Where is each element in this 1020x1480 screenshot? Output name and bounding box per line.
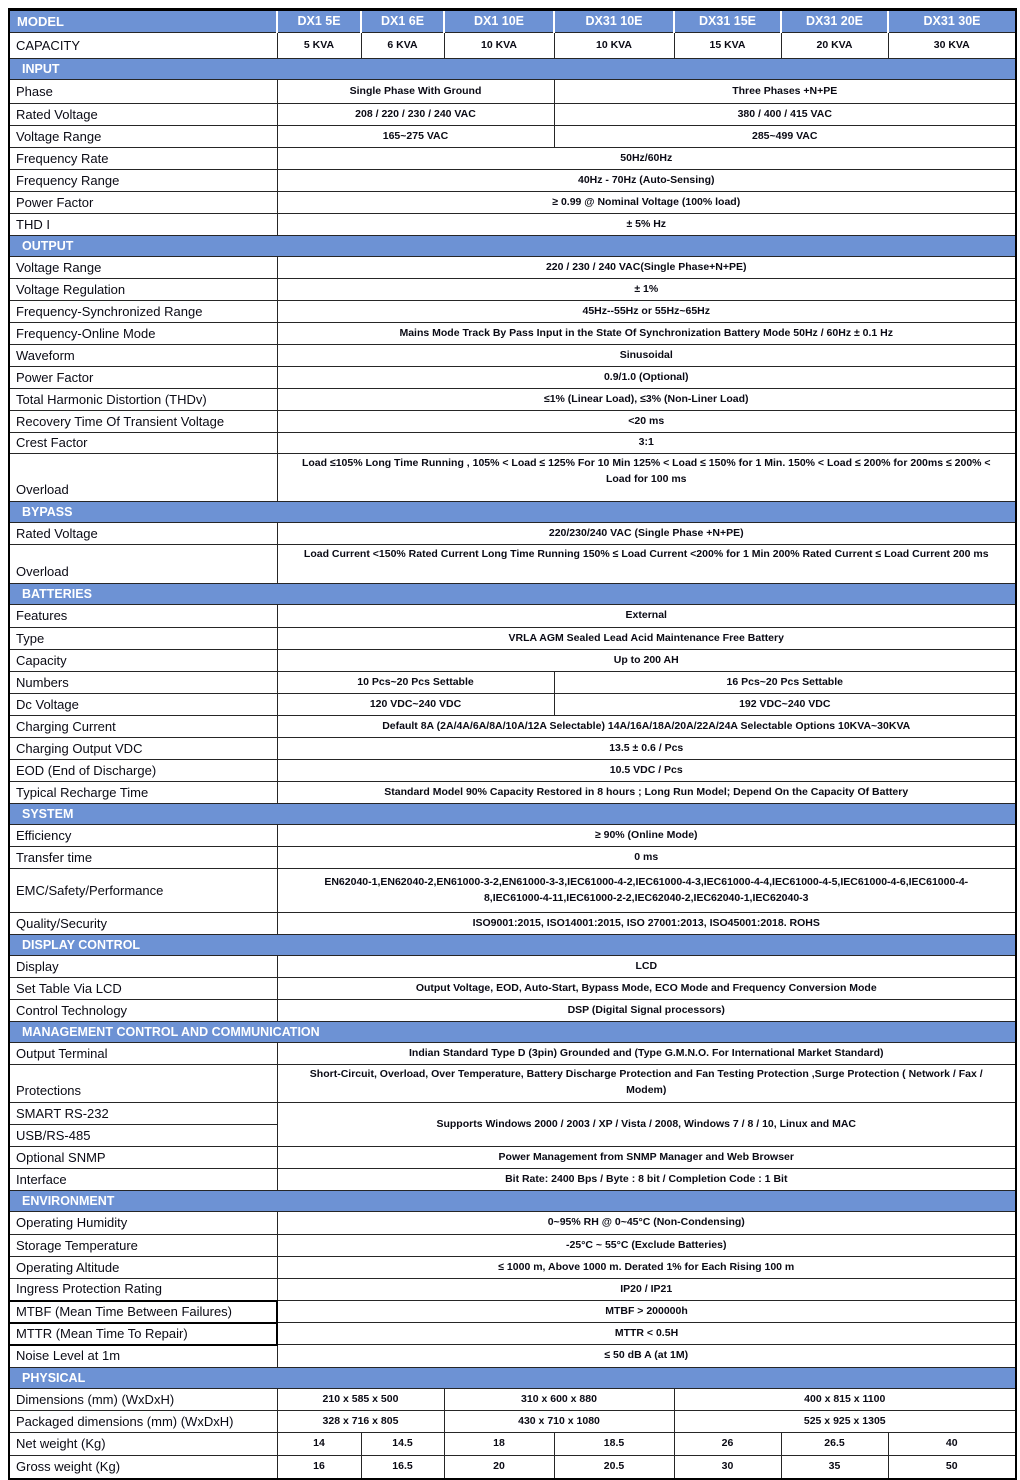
value-cell: 30 <box>674 1456 781 1479</box>
spec-row <box>9 913 1016 935</box>
value-cell: 35 <box>781 1456 888 1479</box>
value-cell: 400 x 815 x 1100 <box>674 1389 1016 1411</box>
row-label: Phase <box>9 80 277 104</box>
value-cell: 20 <box>444 1456 554 1479</box>
value-cell: 20 KVA <box>781 33 888 59</box>
value-cell: ≥ 90% (Online Mode) <box>277 825 1016 847</box>
value-cell: DSP (Digital Signal processors) <box>277 1000 1016 1022</box>
spec-row <box>9 1323 1016 1345</box>
section-row <box>9 502 1016 523</box>
value-cell: IP20 / IP21 <box>277 1279 1016 1301</box>
row-label: Storage Temperature <box>9 1235 277 1257</box>
row-label: Optional SNMP <box>9 1147 277 1169</box>
spec-row <box>9 650 1016 672</box>
spec-row <box>9 345 1016 367</box>
model-header-cell: DX31 10E <box>554 10 674 33</box>
row-label: MTTR (Mean Time To Repair) <box>9 1323 277 1345</box>
value-cell: Load Current <150% Rated Current Long Time Running 150% ≤ Load Current <200% for 1 Min 200% Rated Current ≤ Load Current 200 ms <box>277 545 1016 584</box>
section-header: ENVIRONMENT <box>9 1191 1016 1212</box>
row-label: Net weight (Kg) <box>9 1433 277 1456</box>
spec-row <box>9 1389 1016 1411</box>
row-label: MTBF (Mean Time Between Failures) <box>9 1301 277 1323</box>
value-cell: LCD <box>277 956 1016 978</box>
value-cell: 165~275 VAC <box>277 126 554 148</box>
value-cell: 20.5 <box>554 1456 674 1479</box>
value-cell: 220 / 230 / 240 VAC(Single Phase+N+PE) <box>277 257 1016 279</box>
section-row <box>9 1022 1016 1043</box>
spec-row <box>9 33 1016 59</box>
model-header-cell: DX1 5E <box>277 10 361 33</box>
value-cell: 192 VDC~240 VDC <box>554 694 1016 716</box>
row-label: CAPACITY <box>9 33 277 59</box>
value-cell: EN62040-1,EN62040-2,EN61000-3-2,EN61000-3-3,IEC61000-4-2,IEC61000-4-3,IEC61000-4-4,IEC61000-4-5,IEC61000-4-6,IEC61000-4-8,IEC61000-4-11,IEC61000-2-2,IEC62040-2,IEC62040-1,IEC62040-3 <box>277 869 1016 913</box>
spec-row <box>9 367 1016 389</box>
row-label: Dimensions (mm) (WxDxH) <box>9 1389 277 1411</box>
section-row <box>9 584 1016 605</box>
value-cell: Indian Standard Type D (3pin) Grounded and (Type G.M.N.O. For International Market Standard) <box>277 1043 1016 1065</box>
row-label: Dc Voltage <box>9 694 277 716</box>
value-cell: 40Hz - 70Hz (Auto-Sensing) <box>277 170 1016 192</box>
value-cell: 45Hz--55Hz or 55Hz~65Hz <box>277 301 1016 323</box>
spec-row <box>9 1103 1016 1125</box>
row-label: Output Terminal <box>9 1043 277 1065</box>
row-label: Charging Current <box>9 716 277 738</box>
value-cell: Three Phases +N+PE <box>554 80 1016 104</box>
section-header: BATTERIES <box>9 584 1016 605</box>
spec-row <box>9 1169 1016 1191</box>
section-header: INPUT <box>9 59 1016 80</box>
value-cell: Supports Windows 2000 / 2003 / XP / Vista / 2008, Windows 7 / 8 / 10, Linux and MAC <box>277 1103 1016 1147</box>
section-row <box>9 935 1016 956</box>
value-cell: 50Hz/60Hz <box>277 148 1016 170</box>
value-cell: 120 VDC~240 VDC <box>277 694 554 716</box>
value-cell: 5 KVA <box>277 33 361 59</box>
row-label: Typical Recharge Time <box>9 782 277 804</box>
value-cell: Short-Circuit, Overload, Over Temperature, Battery Discharge Protection and Fan Testing Protection ,Surge Protection ( Network / Fax / Modem) <box>277 1065 1016 1103</box>
value-cell: ± 5% Hz <box>277 214 1016 236</box>
value-cell: ≤ 50 dB A (at 1M) <box>277 1345 1016 1368</box>
spec-row <box>9 672 1016 694</box>
spec-row <box>9 323 1016 345</box>
row-label: Interface <box>9 1169 277 1191</box>
section-row <box>9 59 1016 80</box>
model-header-label: MODEL <box>9 10 277 33</box>
value-cell: -25°C ~ 55°C (Exclude Batteries) <box>277 1235 1016 1257</box>
value-cell: Single Phase With Ground <box>277 80 554 104</box>
value-cell: 26.5 <box>781 1433 888 1456</box>
spec-row <box>9 694 1016 716</box>
row-label: Noise Level at 1m <box>9 1345 277 1368</box>
value-cell: 10 Pcs~20 Pcs Settable <box>277 672 554 694</box>
row-label: EMC/Safety/Performance <box>9 869 277 913</box>
spec-row <box>9 782 1016 804</box>
row-label: Capacity <box>9 650 277 672</box>
section-header: BYPASS <box>9 502 1016 523</box>
value-cell: 14 <box>277 1433 361 1456</box>
value-cell: ≤1% (Linear Load), ≤3% (Non-Liner Load) <box>277 389 1016 411</box>
row-label: Frequency Range <box>9 170 277 192</box>
spec-row <box>9 126 1016 148</box>
value-cell: Power Management from SNMP Manager and Web Browser <box>277 1147 1016 1169</box>
value-cell: External <box>277 605 1016 628</box>
spec-row <box>9 545 1016 584</box>
value-cell: 220/230/240 VAC (Single Phase +N+PE) <box>277 523 1016 545</box>
spec-row <box>9 847 1016 869</box>
value-cell: 380 / 400 / 415 VAC <box>554 104 1016 126</box>
row-label: Power Factor <box>9 367 277 389</box>
value-cell: MTTR < 0.5H <box>277 1323 1016 1345</box>
section-header: SYSTEM <box>9 804 1016 825</box>
spec-row <box>9 1345 1016 1368</box>
value-cell: 0.9/1.0 (Optional) <box>277 367 1016 389</box>
spec-row <box>9 80 1016 104</box>
row-label: Features <box>9 605 277 628</box>
value-cell: 16 Pcs~20 Pcs Settable <box>554 672 1016 694</box>
model-header-row <box>9 10 1016 33</box>
section-header: PHYSICAL <box>9 1368 1016 1389</box>
row-label: Overload <box>9 454 277 502</box>
value-cell: 6 KVA <box>361 33 444 59</box>
row-label: Crest Factor <box>9 433 277 454</box>
value-cell: ISO9001:2015, ISO14001:2015, ISO 27001:2013, ISO45001:2018. ROHS <box>277 913 1016 935</box>
spec-row <box>9 389 1016 411</box>
value-cell: 15 KVA <box>674 33 781 59</box>
spec-row <box>9 628 1016 650</box>
row-label: Ingress Protection Rating <box>9 1279 277 1301</box>
value-cell: 26 <box>674 1433 781 1456</box>
value-cell: Up to 200 AH <box>277 650 1016 672</box>
row-label: Gross weight (Kg) <box>9 1456 277 1479</box>
row-label: Voltage Range <box>9 126 277 148</box>
spec-row <box>9 214 1016 236</box>
spec-row <box>9 192 1016 214</box>
spec-row <box>9 956 1016 978</box>
value-cell: 18.5 <box>554 1433 674 1456</box>
row-label: Frequency-Online Mode <box>9 323 277 345</box>
row-label: Power Factor <box>9 192 277 214</box>
value-cell: 16 <box>277 1456 361 1479</box>
value-cell: Mains Mode Track By Pass Input in the State Of Synchronization Battery Mode 50Hz / 60Hz ± 0.1 Hz <box>277 323 1016 345</box>
spec-row <box>9 978 1016 1000</box>
row-label: Rated Voltage <box>9 104 277 126</box>
value-cell: 18 <box>444 1433 554 1456</box>
row-label: Voltage Range <box>9 257 277 279</box>
spec-row <box>9 869 1016 913</box>
spec-row <box>9 148 1016 170</box>
value-cell: ≤ 1000 m, Above 1000 m. Derated 1% for Each Rising 100 m <box>277 1257 1016 1279</box>
spec-row <box>9 716 1016 738</box>
model-header-cell: DX1 6E <box>361 10 444 33</box>
value-cell: 13.5 ± 0.6 / Pcs <box>277 738 1016 760</box>
value-cell: 14.5 <box>361 1433 444 1456</box>
row-label: Type <box>9 628 277 650</box>
row-label: Waveform <box>9 345 277 367</box>
value-cell: 40 <box>888 1433 1016 1456</box>
row-label: Packaged dimensions (mm) (WxDxH) <box>9 1411 277 1433</box>
value-cell: 285~499 VAC <box>554 126 1016 148</box>
spec-row <box>9 454 1016 502</box>
spec-row <box>9 1456 1016 1479</box>
row-label: Efficiency <box>9 825 277 847</box>
spec-row <box>9 1147 1016 1169</box>
row-label: Overload <box>9 545 277 584</box>
spec-row <box>9 1000 1016 1022</box>
value-cell: 0~95% RH @ 0~45°C (Non-Condensing) <box>277 1212 1016 1235</box>
value-cell: <20 ms <box>277 411 1016 433</box>
spec-row <box>9 523 1016 545</box>
value-cell: MTBF > 200000h <box>277 1301 1016 1323</box>
row-label: Set Table Via LCD <box>9 978 277 1000</box>
value-cell: 10.5 VDC / Pcs <box>277 760 1016 782</box>
spec-row <box>9 279 1016 301</box>
row-label: Frequency Rate <box>9 148 277 170</box>
spec-row <box>9 738 1016 760</box>
value-cell: 10 KVA <box>444 33 554 59</box>
spec-row <box>9 1235 1016 1257</box>
row-label: Display <box>9 956 277 978</box>
value-cell: 525 x 925 x 1305 <box>674 1411 1016 1433</box>
spec-row <box>9 1065 1016 1103</box>
spec-row <box>9 301 1016 323</box>
spec-row <box>9 1301 1016 1323</box>
spec-row <box>9 1043 1016 1065</box>
row-label: THD I <box>9 214 277 236</box>
value-cell: 328 x 716 x 805 <box>277 1411 444 1433</box>
value-cell: 50 <box>888 1456 1016 1479</box>
row-label: Protections <box>9 1065 277 1103</box>
section-header: DISPLAY CONTROL <box>9 935 1016 956</box>
row-label: Total Harmonic Distortion (THDv) <box>9 389 277 411</box>
spec-row <box>9 170 1016 192</box>
spec-row <box>9 257 1016 279</box>
value-cell: VRLA AGM Sealed Lead Acid Maintenance Free Battery <box>277 628 1016 650</box>
section-header: OUTPUT <box>9 236 1016 257</box>
value-cell: Default 8A (2A/4A/6A/8A/10A/12A Selectable) 14A/16A/18A/20A/22A/24A Selectable Options 10KVA~30KVA <box>277 716 1016 738</box>
value-cell: Bit Rate: 2400 Bps / Byte : 8 bit / Completion Code : 1 Bit <box>277 1169 1016 1191</box>
row-label: USB/RS-485 <box>9 1125 277 1147</box>
row-label: Operating Humidity <box>9 1212 277 1235</box>
row-label: Numbers <box>9 672 277 694</box>
value-cell: Standard Model 90% Capacity Restored in 8 hours ; Long Run Model; Depend On the Capacity Of Battery <box>277 782 1016 804</box>
spec-row <box>9 104 1016 126</box>
ups-spec-table <box>8 8 1017 1480</box>
row-label: Transfer time <box>9 847 277 869</box>
spec-row <box>9 605 1016 628</box>
row-label: Control Technology <box>9 1000 277 1022</box>
spec-row <box>9 1257 1016 1279</box>
spec-row <box>9 825 1016 847</box>
row-label: EOD (End of Discharge) <box>9 760 277 782</box>
row-label: Frequency-Synchronized Range <box>9 301 277 323</box>
section-row <box>9 236 1016 257</box>
spec-row <box>9 1279 1016 1301</box>
value-cell: 16.5 <box>361 1456 444 1479</box>
value-cell: 210 x 585 x 500 <box>277 1389 444 1411</box>
spec-row <box>9 433 1016 454</box>
value-cell: 10 KVA <box>554 33 674 59</box>
spec-row <box>9 1411 1016 1433</box>
value-cell: 208 / 220 / 230 / 240 VAC <box>277 104 554 126</box>
spec-row <box>9 411 1016 433</box>
row-label: Operating Altitude <box>9 1257 277 1279</box>
model-header-cell: DX31 15E <box>674 10 781 33</box>
row-label: Recovery Time Of Transient Voltage <box>9 411 277 433</box>
value-cell: Load ≤105% Long Time Running , 105% < Load ≤ 125% For 10 Min 125% < Load ≤ 150% for 1 Min. 150% < Load ≤ 200% for 200ms ≤ 200% < Load for 100 ms <box>277 454 1016 502</box>
spec-row <box>9 760 1016 782</box>
value-cell: 0 ms <box>277 847 1016 869</box>
section-row <box>9 1191 1016 1212</box>
value-cell: Sinusoidal <box>277 345 1016 367</box>
model-header-cell: DX1 10E <box>444 10 554 33</box>
value-cell: 430 x 710 x 1080 <box>444 1411 674 1433</box>
section-row <box>9 804 1016 825</box>
row-label: Quality/Security <box>9 913 277 935</box>
model-header-cell: DX31 30E <box>888 10 1016 33</box>
value-cell: 3:1 <box>277 433 1016 454</box>
value-cell: 310 x 600 x 880 <box>444 1389 674 1411</box>
section-header: MANAGEMENT CONTROL AND COMMUNICATION <box>9 1022 1016 1043</box>
model-header-cell: DX31 20E <box>781 10 888 33</box>
row-label: Voltage Regulation <box>9 279 277 301</box>
value-cell: ≥ 0.99 @ Nominal Voltage (100% load) <box>277 192 1016 214</box>
value-cell: 30 KVA <box>888 33 1016 59</box>
value-cell: Output Voltage, EOD, Auto-Start, Bypass Mode, ECO Mode and Frequency Conversion Mode <box>277 978 1016 1000</box>
row-label: SMART RS-232 <box>9 1103 277 1125</box>
spec-row <box>9 1433 1016 1456</box>
value-cell: ± 1% <box>277 279 1016 301</box>
row-label: Charging Output VDC <box>9 738 277 760</box>
section-row <box>9 1368 1016 1389</box>
row-label: Rated Voltage <box>9 523 277 545</box>
spec-row <box>9 1212 1016 1235</box>
